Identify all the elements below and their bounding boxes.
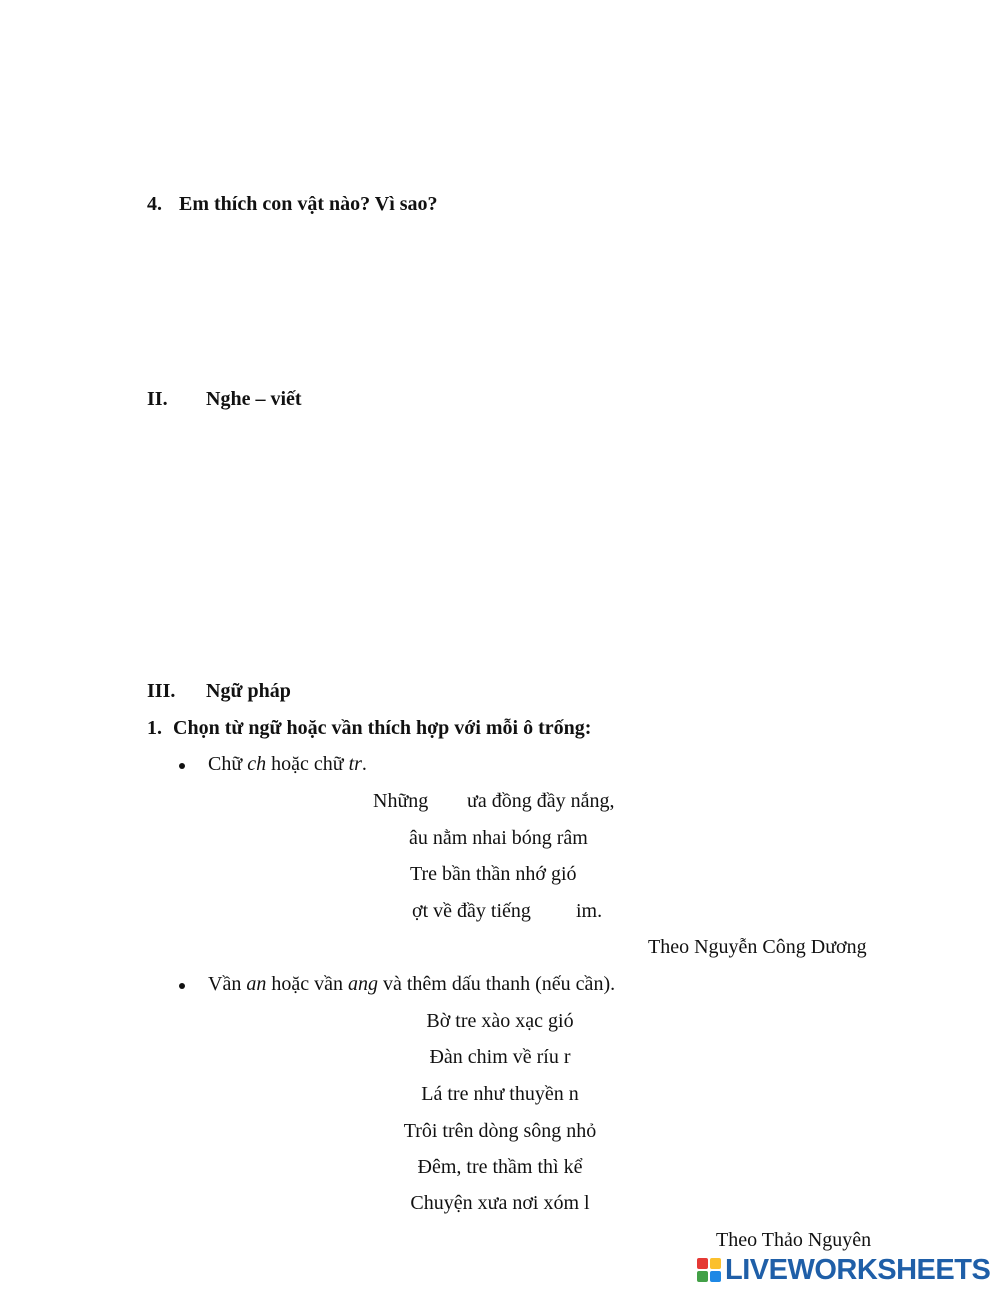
logo-blocks-icon <box>697 1258 721 1282</box>
bullet-1-tr: tr <box>348 753 362 775</box>
bullet-1-pre: Chữ <box>208 753 248 775</box>
liveworksheets-logo <box>697 1255 990 1285</box>
section-3-title: Ngữ pháp <box>206 680 291 702</box>
poem-1-line-3: Tre bần thần nhớ gió <box>410 863 577 885</box>
question-4-number: 4. <box>147 193 162 215</box>
logo-block-red <box>697 1258 708 1269</box>
poem-2-line-3: Lá tre như thuyền n <box>421 1083 579 1105</box>
bullet-2-instruction <box>208 972 615 996</box>
poem-2-line-5: Đêm, tre thầm thì kể <box>417 1156 583 1178</box>
poem-1-author: Theo Nguyễn Công Dương <box>648 936 867 958</box>
question-4 <box>147 192 438 216</box>
bullet-2-ang: ang <box>347 973 378 995</box>
section-2-numeral: II. <box>147 388 168 410</box>
bullet-dot-2 <box>179 983 185 989</box>
poem-1-line-4a: ợt về đầy tiếng <box>412 900 531 922</box>
bullet-1-post: . <box>361 753 367 775</box>
bullet-dot-1 <box>179 763 185 769</box>
exercise-1 <box>147 716 591 740</box>
bullet-2-an: an <box>246 973 267 995</box>
poem-1-line-1b: ưa đồng đầy nắng, <box>467 790 615 812</box>
poem-1-line-1a: Những <box>373 790 429 812</box>
bullet-2-pre: Vần <box>208 973 247 995</box>
logo-block-blue <box>710 1271 721 1282</box>
bullet-2-mid: hoặc vần <box>266 973 348 995</box>
exercise-1-text: Chọn từ ngữ hoặc vần thích hợp với mỗi ô trống: <box>173 717 592 739</box>
poem-1-line-4b: im. <box>576 900 603 922</box>
exercise-1-number: 1. <box>147 717 162 739</box>
poem-2-line-6: Chuyện xưa nơi xóm l <box>410 1192 590 1214</box>
poem-2-author: Theo Thảo Nguyên <box>716 1229 872 1251</box>
section-2-title: Nghe – viết <box>206 388 302 410</box>
section-3-numeral: III. <box>147 680 176 702</box>
bullet-2-post: và thêm dấu thanh (nếu cần). <box>377 973 616 995</box>
question-4-text: Em thích con vật nào? Vì sao? <box>179 193 438 215</box>
logo-text: LIVEWORKSHEETS <box>725 1254 991 1286</box>
poem-2-line-2: Đàn chim về ríu r <box>429 1046 571 1068</box>
logo-block-yellow <box>710 1258 721 1269</box>
poem-2-line-4: Trôi trên dòng sông nhỏ <box>403 1120 597 1142</box>
logo-block-green <box>697 1271 708 1282</box>
poem-1-line-2: âu nằm nhai bóng râm <box>409 827 588 849</box>
poem-2-line-1: Bờ tre xào xạc gió <box>426 1010 574 1032</box>
bullet-1-ch: ch <box>247 753 267 775</box>
bullet-1-instruction <box>208 752 367 776</box>
bullet-1-mid: hoặc chữ <box>266 753 349 775</box>
